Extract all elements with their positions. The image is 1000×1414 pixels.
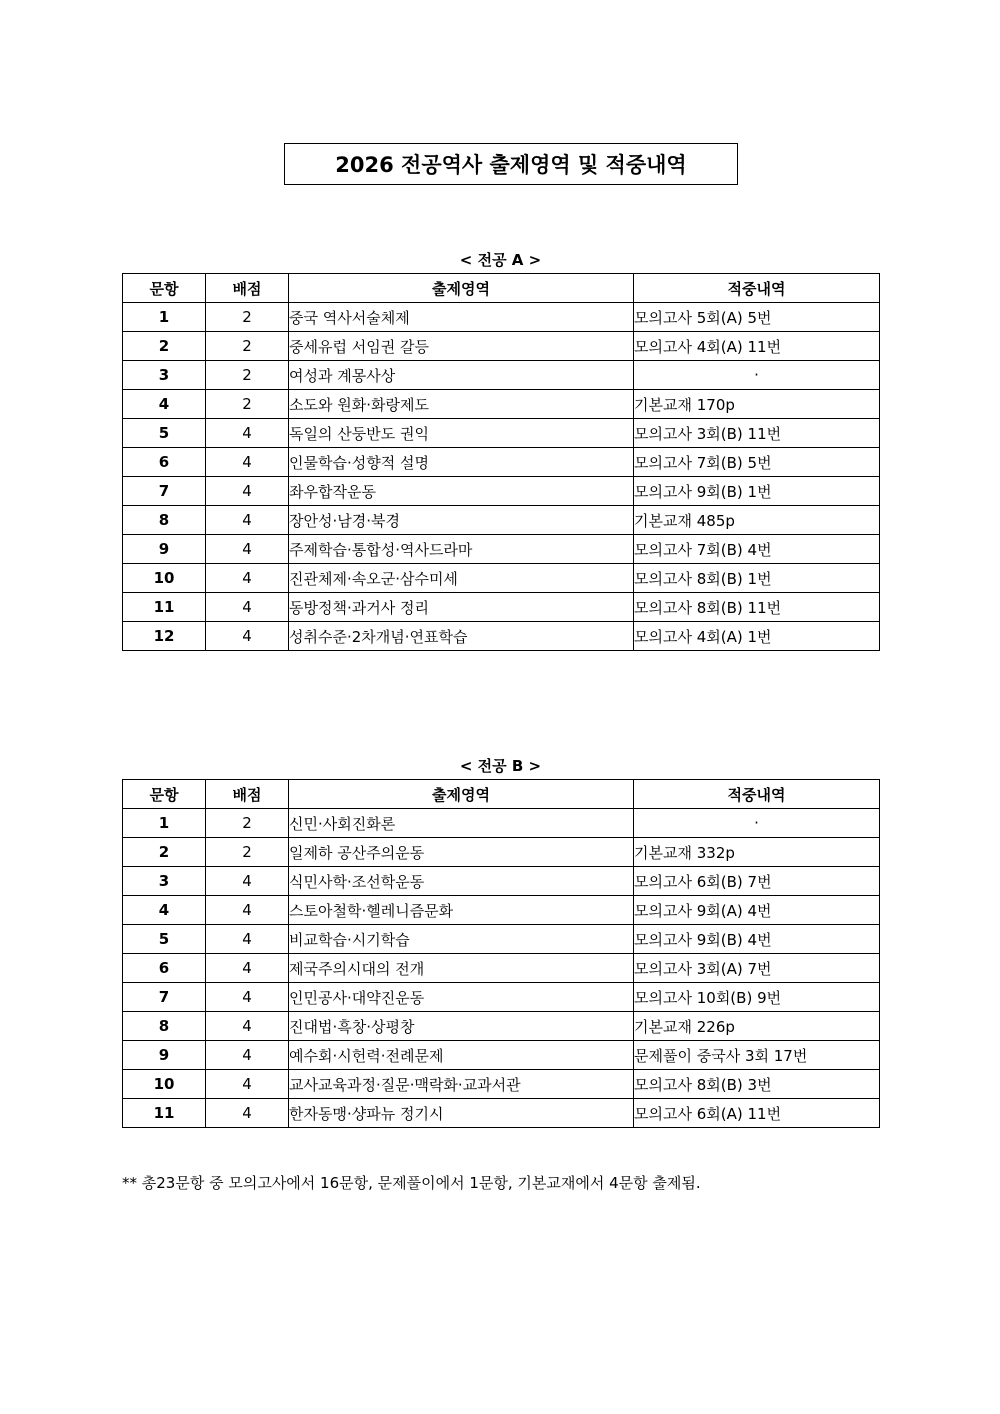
header-score: 배점 xyxy=(206,780,289,809)
topic-cell: 신민·사회진화론 xyxy=(289,809,634,838)
table-row xyxy=(123,954,880,983)
score-cell: 4 xyxy=(206,419,289,448)
question-number: 4 xyxy=(123,390,206,419)
score-cell: 4 xyxy=(206,535,289,564)
question-number: 6 xyxy=(123,954,206,983)
section-a-label: < 전공 A > xyxy=(459,251,542,269)
header-area: 출제영역 xyxy=(289,780,634,809)
document-title: 2026 전공역사 출제영역 및 적중내역 xyxy=(284,143,738,185)
topic-cell: 식민사학·조선학운동 xyxy=(289,867,634,896)
score-cell: 2 xyxy=(206,361,289,390)
topic-cell: 동방정책·과거사 정리 xyxy=(289,593,634,622)
topic-cell: 예수회·시헌력·전례문제 xyxy=(289,1041,634,1070)
topic-cell: 진관체제·속오군·삼수미세 xyxy=(289,564,634,593)
table-row xyxy=(123,1099,880,1128)
table-row xyxy=(123,867,880,896)
question-number: 10 xyxy=(123,1070,206,1099)
score-cell: 4 xyxy=(206,867,289,896)
table-row xyxy=(123,838,880,867)
hit-cell: 기본교재 226p xyxy=(634,1012,880,1041)
table-row xyxy=(123,564,880,593)
topic-cell: 일제하 공산주의운동 xyxy=(289,838,634,867)
topic-cell: 비교학습·시기학습 xyxy=(289,925,634,954)
score-cell: 4 xyxy=(206,1099,289,1128)
section-a-table xyxy=(122,273,880,651)
question-number: 12 xyxy=(123,622,206,651)
table-row xyxy=(123,1070,880,1099)
footnote: ** 총23문항 중 모의고사에서 16문항, 문제풀이에서 1문항, 기본교재에서 4문항 출제됨. xyxy=(122,1174,701,1192)
question-number: 11 xyxy=(123,593,206,622)
hit-cell: 모의고사 9회(B) 1번 xyxy=(634,477,880,506)
question-number: 6 xyxy=(123,448,206,477)
table-row xyxy=(123,448,880,477)
score-cell: 4 xyxy=(206,477,289,506)
score-cell: 4 xyxy=(206,1012,289,1041)
hit-cell: · xyxy=(634,809,880,838)
table-row xyxy=(123,390,880,419)
hit-cell: 기본교재 332p xyxy=(634,838,880,867)
hit-cell: 모의고사 6회(B) 7번 xyxy=(634,867,880,896)
table-row xyxy=(123,1041,880,1070)
question-number: 7 xyxy=(123,983,206,1012)
table-row xyxy=(123,332,880,361)
topic-cell: 진대법·흑창·상평창 xyxy=(289,1012,634,1041)
question-number: 3 xyxy=(123,867,206,896)
question-number: 2 xyxy=(123,838,206,867)
table-row xyxy=(123,809,880,838)
header-hit: 적중내역 xyxy=(634,274,880,303)
question-number: 3 xyxy=(123,361,206,390)
score-cell: 4 xyxy=(206,1070,289,1099)
table-row xyxy=(123,622,880,651)
topic-cell: 교사교육과정·질문·맥락화·교과서관 xyxy=(289,1070,634,1099)
header-hit: 적중내역 xyxy=(634,780,880,809)
score-cell: 4 xyxy=(206,954,289,983)
table-row xyxy=(123,925,880,954)
hit-cell: 모의고사 4회(A) 1번 xyxy=(634,622,880,651)
question-number: 9 xyxy=(123,1041,206,1070)
hit-cell: 모의고사 8회(B) 3번 xyxy=(634,1070,880,1099)
topic-cell: 중세유럽 서임권 갈등 xyxy=(289,332,634,361)
question-number: 2 xyxy=(123,332,206,361)
hit-cell: 문제풀이 중국사 3회 17번 xyxy=(634,1041,880,1070)
question-number: 9 xyxy=(123,535,206,564)
score-cell: 4 xyxy=(206,593,289,622)
table-row xyxy=(123,593,880,622)
topic-cell: 주제학습·통합성·역사드라마 xyxy=(289,535,634,564)
hit-cell: 기본교재 170p xyxy=(634,390,880,419)
table-row xyxy=(123,303,880,332)
table-row xyxy=(123,506,880,535)
hit-cell: 모의고사 7회(B) 5번 xyxy=(634,448,880,477)
header-score: 배점 xyxy=(206,274,289,303)
table-row xyxy=(123,896,880,925)
score-cell: 2 xyxy=(206,390,289,419)
question-number: 1 xyxy=(123,809,206,838)
hit-cell: 모의고사 6회(A) 11번 xyxy=(634,1099,880,1128)
hit-cell: 모의고사 8회(B) 1번 xyxy=(634,564,880,593)
topic-cell: 여성과 계몽사상 xyxy=(289,361,634,390)
score-cell: 4 xyxy=(206,506,289,535)
score-cell: 2 xyxy=(206,303,289,332)
hit-cell: 모의고사 10회(B) 9번 xyxy=(634,983,880,1012)
question-number: 8 xyxy=(123,506,206,535)
hit-cell: 기본교재 485p xyxy=(634,506,880,535)
score-cell: 4 xyxy=(206,983,289,1012)
table-row xyxy=(123,477,880,506)
score-cell: 4 xyxy=(206,448,289,477)
topic-cell: 중국 역사서술체제 xyxy=(289,303,634,332)
table-header-row xyxy=(123,780,880,809)
hit-cell: 모의고사 4회(A) 11번 xyxy=(634,332,880,361)
section-b-table xyxy=(122,779,880,1128)
score-cell: 2 xyxy=(206,332,289,361)
score-cell: 2 xyxy=(206,838,289,867)
question-number: 5 xyxy=(123,925,206,954)
question-number: 11 xyxy=(123,1099,206,1128)
header-no: 문항 xyxy=(123,780,206,809)
table-header-row xyxy=(123,274,880,303)
hit-cell: 모의고사 3회(B) 11번 xyxy=(634,419,880,448)
hit-cell: 모의고사 7회(B) 4번 xyxy=(634,535,880,564)
topic-cell: 인민공사·대약진운동 xyxy=(289,983,634,1012)
topic-cell: 장안성·남경·북경 xyxy=(289,506,634,535)
question-number: 4 xyxy=(123,896,206,925)
topic-cell: 제국주의시대의 전개 xyxy=(289,954,634,983)
table-row xyxy=(123,1012,880,1041)
table-row xyxy=(123,535,880,564)
topic-cell: 소도와 원화·화랑제도 xyxy=(289,390,634,419)
topic-cell: 좌우합작운동 xyxy=(289,477,634,506)
section-b-label: < 전공 B > xyxy=(459,757,542,775)
table-row xyxy=(123,419,880,448)
hit-cell: 모의고사 8회(B) 11번 xyxy=(634,593,880,622)
hit-cell: · xyxy=(634,361,880,390)
topic-cell: 한자동맹·샹파뉴 정기시 xyxy=(289,1099,634,1128)
topic-cell: 인물학습·성향적 설명 xyxy=(289,448,634,477)
score-cell: 4 xyxy=(206,896,289,925)
topic-cell: 독일의 산둥반도 권익 xyxy=(289,419,634,448)
hit-cell: 모의고사 3회(A) 7번 xyxy=(634,954,880,983)
score-cell: 2 xyxy=(206,809,289,838)
score-cell: 4 xyxy=(206,925,289,954)
hit-cell: 모의고사 9회(B) 4번 xyxy=(634,925,880,954)
table-row xyxy=(123,983,880,1012)
question-number: 10 xyxy=(123,564,206,593)
question-number: 7 xyxy=(123,477,206,506)
score-cell: 4 xyxy=(206,564,289,593)
score-cell: 4 xyxy=(206,1041,289,1070)
header-area: 출제영역 xyxy=(289,274,634,303)
question-number: 5 xyxy=(123,419,206,448)
hit-cell: 모의고사 5회(A) 5번 xyxy=(634,303,880,332)
topic-cell: 스토아철학·헬레니즘문화 xyxy=(289,896,634,925)
header-no: 문항 xyxy=(123,274,206,303)
table-row xyxy=(123,361,880,390)
hit-cell: 모의고사 9회(A) 4번 xyxy=(634,896,880,925)
topic-cell: 성취수준·2차개념·연표학습 xyxy=(289,622,634,651)
question-number: 8 xyxy=(123,1012,206,1041)
question-number: 1 xyxy=(123,303,206,332)
score-cell: 4 xyxy=(206,622,289,651)
